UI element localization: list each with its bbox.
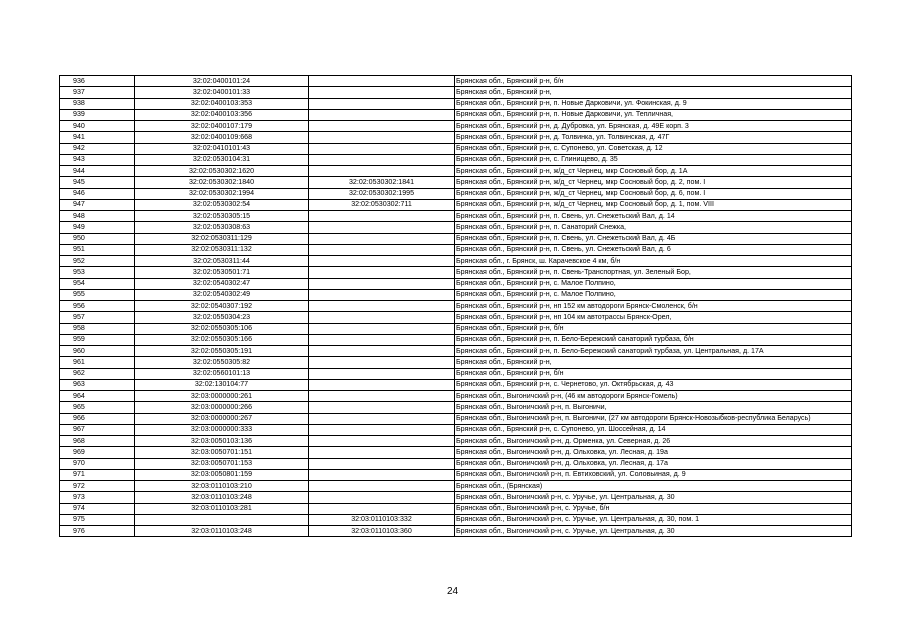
address-cell: Брянская обл., Брянский р-н, б/н xyxy=(455,323,852,334)
cadastral-number-cell: 32:02:0540307:192 xyxy=(135,301,309,312)
cadastral-number-cell: 32:02:0530311:44 xyxy=(135,256,309,267)
address-cell: Брянская обл., Брянский р-н, б/н xyxy=(455,368,852,379)
cadastral-number-cell: 32:03:0050801:159 xyxy=(135,469,309,480)
building-number-cell xyxy=(309,379,455,390)
cadastral-number-cell: 32:02:0550305:191 xyxy=(135,346,309,357)
cadastral-number-cell: 32:03:0110103:210 xyxy=(135,481,309,492)
address-cell: Брянская обл., Выгоничский р-н, д. Орменка, ул. Северная, д. 26 xyxy=(455,436,852,447)
table-row xyxy=(60,481,852,492)
table-row xyxy=(60,256,852,267)
row-number-cell: 975 xyxy=(60,514,135,525)
building-number-cell: 32:03:0110103:360 xyxy=(309,526,455,537)
table-row xyxy=(60,447,852,458)
table-row xyxy=(60,526,852,537)
cadastral-number-cell: 32:02:0540302:47 xyxy=(135,278,309,289)
building-number-cell xyxy=(309,323,455,334)
cadastral-number-cell: 32:02:0530311:132 xyxy=(135,244,309,255)
table-row xyxy=(60,503,852,514)
table-row xyxy=(60,121,852,132)
building-number-cell xyxy=(309,458,455,469)
building-number-cell xyxy=(309,121,455,132)
cadastral-number-cell: 32:03:0000000:333 xyxy=(135,424,309,435)
table-row xyxy=(60,132,852,143)
table-row xyxy=(60,402,852,413)
row-number-cell: 942 xyxy=(60,143,135,154)
building-number-cell xyxy=(309,312,455,323)
property-table xyxy=(59,75,852,537)
row-number-cell: 962 xyxy=(60,368,135,379)
building-number-cell xyxy=(309,391,455,402)
building-number-cell xyxy=(309,87,455,98)
row-number-cell: 969 xyxy=(60,447,135,458)
building-number-cell xyxy=(309,481,455,492)
row-number-cell: 958 xyxy=(60,323,135,334)
table-row xyxy=(60,514,852,525)
row-number-cell: 974 xyxy=(60,503,135,514)
cadastral-number-cell: 32:02:0550305:82 xyxy=(135,357,309,368)
cadastral-number-cell: 32:02:0400109:668 xyxy=(135,132,309,143)
table-row xyxy=(60,87,852,98)
cadastral-number-cell: 32:02:0400103:356 xyxy=(135,109,309,120)
table-row xyxy=(60,346,852,357)
table-row xyxy=(60,76,852,87)
row-number-cell: 963 xyxy=(60,379,135,390)
cadastral-number-cell: 32:03:0000000:266 xyxy=(135,402,309,413)
row-number-cell: 966 xyxy=(60,413,135,424)
address-cell: Брянская обл., Выгоничский р-н, (46 км автодороги Брянск-Гомель) xyxy=(455,391,852,402)
address-cell: Брянская обл., Брянский р-н, нп 152 км автодороги Брянск-Смоленск, б/н xyxy=(455,301,852,312)
building-number-cell xyxy=(309,492,455,503)
address-cell: Брянская обл., Выгоничский р-н, с. Уручье, ул. Центральная, д. 30, пом. 1 xyxy=(455,514,852,525)
building-number-cell xyxy=(309,109,455,120)
row-number-cell: 961 xyxy=(60,357,135,368)
table-row xyxy=(60,357,852,368)
table-row xyxy=(60,413,852,424)
address-cell: Брянская обл., Брянский р-н, с. Супонево, ул. Шоссейная, д. 14 xyxy=(455,424,852,435)
table-row xyxy=(60,368,852,379)
row-number-cell: 941 xyxy=(60,132,135,143)
cadastral-number-cell: 32:03:0110103:248 xyxy=(135,526,309,537)
cadastral-number-cell: 32:02:0540302:49 xyxy=(135,289,309,300)
building-number-cell xyxy=(309,256,455,267)
building-number-cell xyxy=(309,436,455,447)
building-number-cell xyxy=(309,76,455,87)
row-number-cell: 953 xyxy=(60,267,135,278)
table-row xyxy=(60,301,852,312)
table-row xyxy=(60,244,852,255)
cadastral-number-cell: 32:03:0050103:136 xyxy=(135,436,309,447)
cadastral-number-cell: 32:03:0000000:261 xyxy=(135,391,309,402)
table-row xyxy=(60,323,852,334)
address-cell: Брянская обл., Выгоничский р-н, д. Ольховка, ул. Лесная, д. 17а xyxy=(455,458,852,469)
row-number-cell: 952 xyxy=(60,256,135,267)
building-number-cell xyxy=(309,244,455,255)
cadastral-number-cell: 32:02:0400101:24 xyxy=(135,76,309,87)
building-number-cell xyxy=(309,289,455,300)
cadastral-number-cell: 32:02:0410101:43 xyxy=(135,143,309,154)
row-number-cell: 968 xyxy=(60,436,135,447)
cadastral-number-cell: 32:02:0530311:129 xyxy=(135,233,309,244)
building-number-cell xyxy=(309,154,455,165)
address-cell: Брянская обл., (Брянская) xyxy=(455,481,852,492)
cadastral-number-cell: 32:02:0530302:54 xyxy=(135,199,309,210)
table-row xyxy=(60,188,852,199)
table-row xyxy=(60,211,852,222)
row-number-cell: 970 xyxy=(60,458,135,469)
table-row xyxy=(60,233,852,244)
cadastral-number-cell: 32:02:0530302:1994 xyxy=(135,188,309,199)
building-number-cell xyxy=(309,357,455,368)
row-number-cell: 938 xyxy=(60,98,135,109)
cadastral-number-cell: 32:02:0400101:33 xyxy=(135,87,309,98)
address-cell: Брянская обл., Выгоничский р-н, п. Выгоничи, xyxy=(455,402,852,413)
row-number-cell: 967 xyxy=(60,424,135,435)
building-number-cell xyxy=(309,424,455,435)
table-row xyxy=(60,458,852,469)
address-cell: Брянская обл., Брянский р-н, ж/д_ст Чернец, мкр Сосновый бор, д. 1, пом. VIII xyxy=(455,199,852,210)
address-cell: Брянская обл., Брянский р-н, с. Чернетово, ул. Октябрьская, д. 43 xyxy=(455,379,852,390)
address-cell: Брянская обл., Брянский р-н, п. Бело-Бережский санаторий турбаза, ул. Центральная, д. 17А xyxy=(455,346,852,357)
cadastral-number-cell: 32:02:0550305:106 xyxy=(135,323,309,334)
address-cell: Брянская обл., Брянский р-н, с. Малое Полпино, xyxy=(455,278,852,289)
address-cell: Брянская обл., Брянский р-н, п. Свень, ул. Снежетьский Вал, д. 14 xyxy=(455,211,852,222)
building-number-cell: 32:02:0530302:1841 xyxy=(309,177,455,188)
address-cell: Брянская обл., Брянский р-н, б/н xyxy=(455,76,852,87)
row-number-cell: 948 xyxy=(60,211,135,222)
address-cell: Брянская обл., Брянский р-н, п. Свень, ул. Снежетьский Вал, д. 4Б xyxy=(455,233,852,244)
address-cell: Брянская обл., Брянский р-н, ж/д_ст Чернец, мкр Сосновый бор, д. 2, пом. I xyxy=(455,177,852,188)
address-cell: Брянская обл., Выгоничский р-н, с. Уручье, ул. Центральная, д. 30 xyxy=(455,526,852,537)
row-number-cell: 973 xyxy=(60,492,135,503)
table-row xyxy=(60,436,852,447)
cadastral-number-cell: 32:02:0560101:13 xyxy=(135,368,309,379)
address-cell: Брянская обл., Выгоничский р-н, с. Уручье, ул. Центральная, д. 30 xyxy=(455,492,852,503)
cadastral-number-cell: 32:03:0050701:151 xyxy=(135,447,309,458)
row-number-cell: 971 xyxy=(60,469,135,480)
address-cell: Брянская обл., Выгоничский р-н, с. Уручье, б/н xyxy=(455,503,852,514)
row-number-cell: 957 xyxy=(60,312,135,323)
table-row xyxy=(60,469,852,480)
row-number-cell: 951 xyxy=(60,244,135,255)
building-number-cell: 32:03:0110103:332 xyxy=(309,514,455,525)
building-number-cell xyxy=(309,447,455,458)
address-cell: Брянская обл., Выгоничский р-н, д. Ольховка, ул. Лесная, д. 19а xyxy=(455,447,852,458)
building-number-cell xyxy=(309,469,455,480)
table-row xyxy=(60,143,852,154)
building-number-cell xyxy=(309,413,455,424)
cadastral-number-cell: 32:02:0400107:179 xyxy=(135,121,309,132)
address-cell: Брянская обл., Брянский р-н, п. Свень, ул. Снежетьский Вал, д. 6 xyxy=(455,244,852,255)
cadastral-number-cell: 32:02:0530104:31 xyxy=(135,154,309,165)
row-number-cell: 946 xyxy=(60,188,135,199)
address-cell: Брянская обл., Брянский р-н, ж/д_ст Чернец, мкр Сосновый бор, д. 1А xyxy=(455,166,852,177)
address-cell: Брянская обл., Брянский р-н, п. Новые Дарковичи, ул. Тепличная, xyxy=(455,109,852,120)
address-cell: Брянская обл., г. Брянск, ш. Карачевское 4 км, б/н xyxy=(455,256,852,267)
address-cell: Брянская обл., Брянский р-н, ж/д_ст Чернец, мкр Сосновый бор, д. 6, пом. I xyxy=(455,188,852,199)
cadastral-number-cell xyxy=(135,514,309,525)
building-number-cell xyxy=(309,267,455,278)
address-cell: Брянская обл., Брянский р-н, с. Супонево, ул. Советская, д. 12 xyxy=(455,143,852,154)
row-number-cell: 965 xyxy=(60,402,135,413)
building-number-cell xyxy=(309,222,455,233)
building-number-cell: 32:02:0530302:1995 xyxy=(309,188,455,199)
cadastral-number-cell: 32:03:0050701:153 xyxy=(135,458,309,469)
address-cell: Брянская обл., Брянский р-н, нп 104 км автотрассы Брянск-Орел, xyxy=(455,312,852,323)
cadastral-number-cell: 32:03:0110103:281 xyxy=(135,503,309,514)
table-row xyxy=(60,424,852,435)
table-row xyxy=(60,379,852,390)
row-number-cell: 939 xyxy=(60,109,135,120)
building-number-cell xyxy=(309,368,455,379)
table-row xyxy=(60,98,852,109)
table-row xyxy=(60,492,852,503)
table-row xyxy=(60,109,852,120)
address-cell: Брянская обл., Брянский р-н, с. Малое Полпино, xyxy=(455,289,852,300)
building-number-cell: 32:02:0530302:711 xyxy=(309,199,455,210)
address-cell: Брянская обл., Брянский р-н, п. Санаторий Снежка, xyxy=(455,222,852,233)
building-number-cell xyxy=(309,98,455,109)
address-cell: Брянская обл., Брянский р-н, п. Новые Дарковичи, ул. Фокинская, д. 9 xyxy=(455,98,852,109)
address-cell: Брянская обл., Брянский р-н, xyxy=(455,87,852,98)
row-number-cell: 964 xyxy=(60,391,135,402)
row-number-cell: 954 xyxy=(60,278,135,289)
page-number: 24 xyxy=(446,586,459,597)
cadastral-number-cell: 32:02:0530305:15 xyxy=(135,211,309,222)
cadastral-number-cell: 32:03:0000000:267 xyxy=(135,413,309,424)
row-number-cell: 955 xyxy=(60,289,135,300)
table-body xyxy=(60,76,852,537)
cadastral-number-cell: 32:02:0530501:71 xyxy=(135,267,309,278)
building-number-cell xyxy=(309,301,455,312)
table-row xyxy=(60,289,852,300)
row-number-cell: 947 xyxy=(60,199,135,210)
cadastral-number-cell: 32:03:0110103:248 xyxy=(135,492,309,503)
row-number-cell: 959 xyxy=(60,334,135,345)
building-number-cell xyxy=(309,233,455,244)
cadastral-number-cell: 32:02:0530308:63 xyxy=(135,222,309,233)
cadastral-number-cell: 32:02:0550305:166 xyxy=(135,334,309,345)
table-row xyxy=(60,334,852,345)
row-number-cell: 976 xyxy=(60,526,135,537)
cadastral-number-cell: 32:02:0400103:353 xyxy=(135,98,309,109)
row-number-cell: 956 xyxy=(60,301,135,312)
address-cell: Брянская обл., Выгоничский р-н, п. Евтиховский, ул. Соловьиная, д. 9 xyxy=(455,469,852,480)
table-row xyxy=(60,312,852,323)
building-number-cell xyxy=(309,503,455,514)
table-row xyxy=(60,222,852,233)
building-number-cell xyxy=(309,166,455,177)
row-number-cell: 960 xyxy=(60,346,135,357)
building-number-cell xyxy=(309,211,455,222)
cadastral-number-cell: 32:02:0550304:23 xyxy=(135,312,309,323)
address-cell: Брянская обл., Брянский р-н, xyxy=(455,357,852,368)
row-number-cell: 949 xyxy=(60,222,135,233)
row-number-cell: 950 xyxy=(60,233,135,244)
address-cell: Брянская обл., Брянский р-н, п. Свень-Транспортная, ул. Зеленый Бор, xyxy=(455,267,852,278)
row-number-cell: 937 xyxy=(60,87,135,98)
row-number-cell: 944 xyxy=(60,166,135,177)
row-number-cell: 936 xyxy=(60,76,135,87)
building-number-cell xyxy=(309,143,455,154)
row-number-cell: 945 xyxy=(60,177,135,188)
table-row xyxy=(60,177,852,188)
table-row xyxy=(60,278,852,289)
address-cell: Брянская обл., Брянский р-н, д. Толвинка, ул. Толвинская, д. 47Г xyxy=(455,132,852,143)
building-number-cell xyxy=(309,346,455,357)
building-number-cell xyxy=(309,334,455,345)
address-cell: Брянская обл., Брянский р-н, с. Глинищево, д. 35 xyxy=(455,154,852,165)
row-number-cell: 940 xyxy=(60,121,135,132)
table-row xyxy=(60,154,852,165)
building-number-cell xyxy=(309,132,455,143)
address-cell: Брянская обл., Брянский р-н, п. Бело-Бережский санаторий турбаза, б/н xyxy=(455,334,852,345)
row-number-cell: 972 xyxy=(60,481,135,492)
table-row xyxy=(60,391,852,402)
building-number-cell xyxy=(309,402,455,413)
table-row xyxy=(60,267,852,278)
row-number-cell: 943 xyxy=(60,154,135,165)
building-number-cell xyxy=(309,278,455,289)
address-cell: Брянская обл., Выгоничский р-н, п. Выгоничи, (27 км автодороги Брянск-Новозыбков-республика Беларусь) xyxy=(455,413,852,424)
table-row xyxy=(60,199,852,210)
address-cell: Брянская обл., Брянский р-н, д. Дубровка, ул. Брянская, д. 49Е корп. 3 xyxy=(455,121,852,132)
table-row xyxy=(60,166,852,177)
cadastral-number-cell: 32:02:130104:77 xyxy=(135,379,309,390)
cadastral-number-cell: 32:02:0530302:1620 xyxy=(135,166,309,177)
cadastral-number-cell: 32:02:0530302:1840 xyxy=(135,177,309,188)
